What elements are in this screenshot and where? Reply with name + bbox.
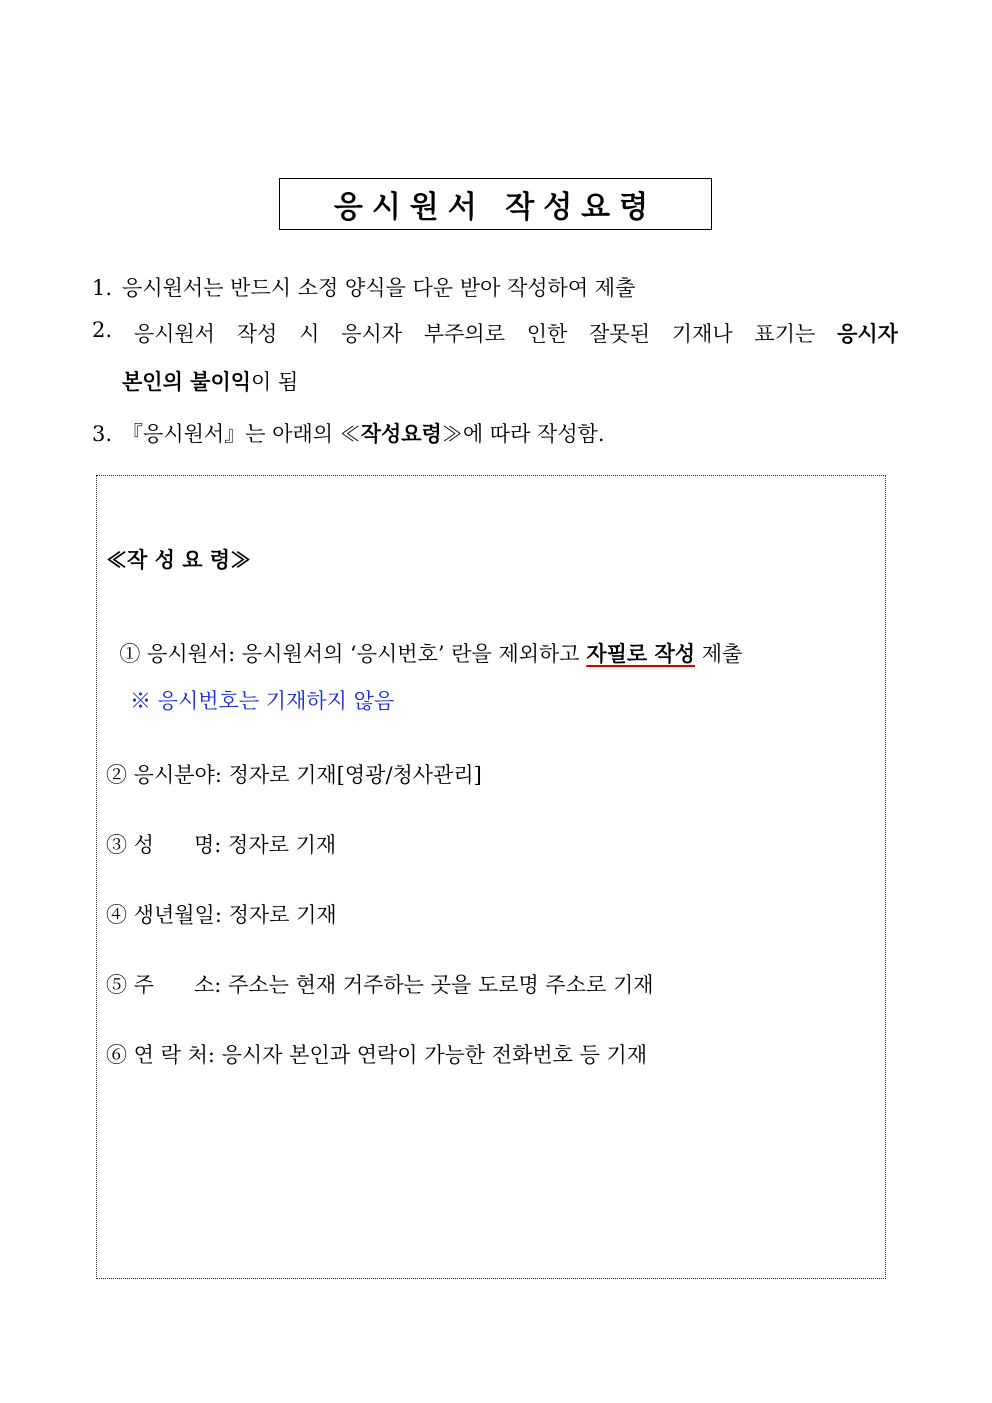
item-text: ≫에 따라 작성함. — [441, 422, 605, 446]
item-word: 인한 — [526, 322, 568, 346]
item-text: 응시원서는 반드시 소정 양식을 다운 받아 작성하여 제출 — [122, 276, 636, 300]
guide-text: ① 응시원서: 응시원서의 ‘응시번호’ 란을 제외하고 — [119, 642, 587, 666]
item-word: 작성 — [236, 322, 278, 346]
guide-line-contact: ⑥ 연 락 처: 응시자 본인과 연락이 가능한 전화번호 등 기재 — [106, 1043, 648, 1067]
item-number: 1. — [92, 276, 113, 300]
guide-line-field: ② 응시분야: 정자로 기재[영광/청사관리] — [106, 763, 482, 787]
item-word: 표기는 — [754, 322, 816, 346]
guide-emphasis: 자필로 작성 — [586, 641, 696, 666]
item-bold-text: 응시자 — [837, 321, 898, 346]
item-text: 『응시원서』는 아래의 ≪ — [122, 422, 361, 446]
item-number: 3. — [92, 422, 113, 446]
item-word: 부주의로 — [423, 322, 505, 346]
item-number: 2. — [92, 318, 113, 342]
item-bold-text: 작성요령 — [360, 421, 442, 446]
guide-line-application — [106, 614, 742, 668]
guide-heading: ≪작 성 요 령≫ — [106, 547, 252, 572]
item-text: 이 됨 — [251, 370, 299, 394]
item-bold-text: 본인의 불이익 — [122, 369, 252, 394]
item-word: 시 — [299, 322, 320, 346]
instruction-item-2 — [92, 318, 898, 348]
guide-line-birthdate: ④ 생년월일: 정자로 기재 — [106, 903, 337, 927]
instruction-item-1 — [92, 272, 635, 302]
guide-box — [96, 475, 886, 1279]
guide-text: 제출 — [695, 642, 743, 666]
instruction-item-3 — [92, 418, 605, 448]
item-word: 응시원서 — [133, 322, 215, 346]
guide-line-name: ③ 성 명: 정자로 기재 — [106, 833, 337, 857]
guide-line-address: ⑤ 주 소: 주소는 현재 거주하는 곳을 도로명 주소로 기재 — [106, 973, 654, 997]
guide-note: ※ 응시번호는 기재하지 않음 — [130, 689, 395, 713]
title-box — [279, 178, 712, 230]
item-word: 응시자 — [341, 322, 403, 346]
item-word: 잘못된 — [589, 322, 650, 346]
page-title: 응시원서 작성요령 — [333, 190, 658, 225]
instruction-item-2-continuation — [122, 366, 298, 396]
item-word: 기재나 — [671, 322, 733, 346]
